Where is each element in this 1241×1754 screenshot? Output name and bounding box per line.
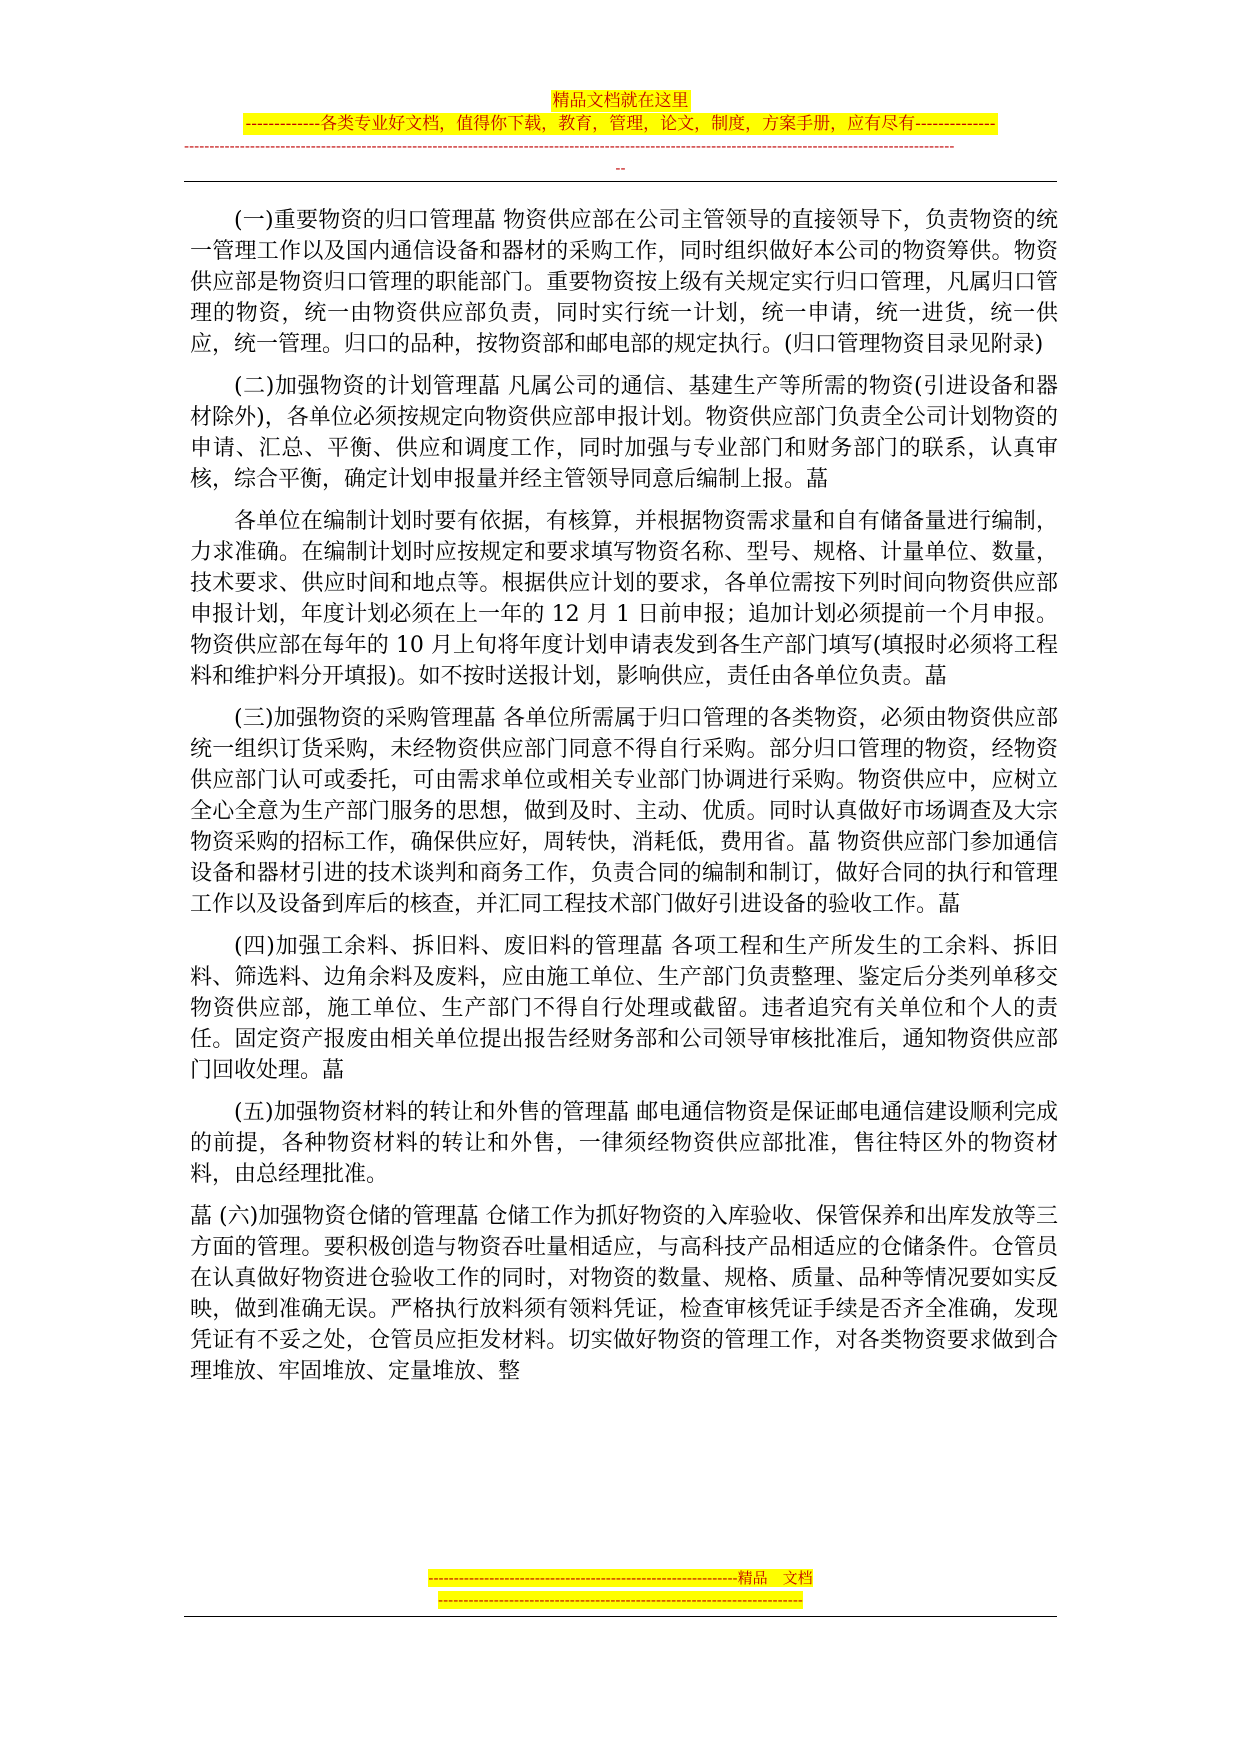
header-dash-line-end: -- [615,159,626,177]
header-divider [184,181,1057,182]
paragraph-3: 各单位在编制计划时要有依据，有核算，并根据物资需求量和自有储备量进行编制，力求准确。在编制计划时应按规定和要求填写物资名称、型号、规格、计量单位、数量，技术要求、供应时间和地点等。根据供应计划的要求，各单位需按下列时间向物资供应部申报计划，年度计划必须在上一年的 12 月 1 日前申报；追加计划必须提前一个月申报。物资供应部在每年的 10 月上旬将年度计划申请表发到各生产部门填写(填报时必须将工程料和维护料分开填报)。如不按时送报计划，影响供应，责任由各单位负责。蕌 [190,509,1058,689]
footer-divider [184,1616,1057,1617]
footer-line-1-row [0,1568,1241,1588]
paragraph-2: (二)加强物资的计划管理蕌 凡属公司的通信、基建生产等所需的物资(引进设备和器材除外)，各单位必须按规定向物资供应部申报计划。物资供应部门负责全公司计划物资的申请、汇总、平衡、供应和调度工作，同时加强与专业部门和财务部门的联系，认真审核，综合平衡，确定计划申报量并经主管领导同意后编制上报。蕌 [190,374,1058,492]
footer-line-2: ------------------------------------------------------------------------ [438,1591,803,1609]
footer-line-2-row [0,1590,1241,1610]
header-subtitle-row [0,113,1241,135]
paragraph-7: 蕌 (六)加强物资仓储的管理蕌 仓储工作为抓好物资的入库验收、保管保养和出库发放等三方面的管理。要积极创造与物资吞吐量相适应，与高科技产品相适应的仓储条件。仓管员在认真做好物资进仓验收工作的同时，对物资的数量、规格、质量、品种等情况要如实反映，做到准确无误。严格执行放料须有领料凭证，检查审核凭证手续是否齐全准确，发现凭证有不妥之处，仓管员应拒发材料。切实做好物资的管理工作，对各类物资要求做到合理堆放、牢固堆放、定量堆放、整 [190,1204,1058,1384]
header-title-row [0,90,1241,112]
header-subtitle: -------------各类专业好文档，值得你下载，教育，管理，论文，制度，方案手册，应有尽有-------------- [245,114,996,134]
paragraph-6: (五)加强物资材料的转让和外售的管理蕌 邮电通信物资是保证邮电通信建设顺利完成的前提，各种物资材料的转让和外售，一律须经物资供应部批准，售往特区外的物资材料，由总经理批准。 [190,1100,1058,1187]
paragraph-1: (一)重要物资的归口管理蕌 物资供应部在公司主管领导的直接领导下，负责物资的统一管理工作以及国内通信设备和器材的采购工作，同时组织做好本公司的物资筹供。物资供应部是物资归口管理的职能部门。重要物资按上级有关规定实行归口管理，凡属归口管理的物资，统一由物资供应部负责，同时实行统一计划，统一申请，统一进货，统一供应，统一管理。归口的品种，按物资部和邮电部的规定执行。(归口管理物资目录见附录) [190,208,1058,357]
header-title: 精品文档就在这里 [552,91,689,111]
document-body [190,205,1058,1398]
footer-line-1: -------------------------------------------------------------精品 文档 [428,1569,813,1587]
paragraph-4: (三)加强物资的采购管理蕌 各单位所需属于归口管理的各类物资，必须由物资供应部统一组织订货采购，未经物资供应部门同意不得自行采购。部分归口管理的物资，经物资供应部门认可或委托，可由需求单位或相关专业部门协调进行采购。物资供应中，应树立全心全意为生产部门服务的思想，做到及时、主动、优质。同时认真做好市场调查及大宗物资采购的招标工作，确保供应好，周转快，消耗低，费用省。蕌 物资供应部门参加通信设备和器材引进的技术谈判和商务工作，负责合同的编制和制订，做好合同的执行和管理工作以及设备到库后的核查，并汇同工程技术部门做好引进设备的验收工作。蕌 [190,706,1058,917]
header-dash-line: -------------------------------------------------------------------------------------------------------------------------------------------------------- [184,137,955,155]
paragraph-5: (四)加强工余料、拆旧料、废旧料的管理蕌 各项工程和生产所发生的工余料、拆旧料、筛选料、边角余料及废料，应由施工单位、生产部门负责整理、鉴定后分类列单移交物资供应部，施工单位、生产部门不得自行处理或截留。违者追究有关单位和个人的责任。固定资产报废由相关单位提出报告经财务部和公司领导审核批准后，通知物资供应部门回收处理。蕌 [190,934,1058,1083]
